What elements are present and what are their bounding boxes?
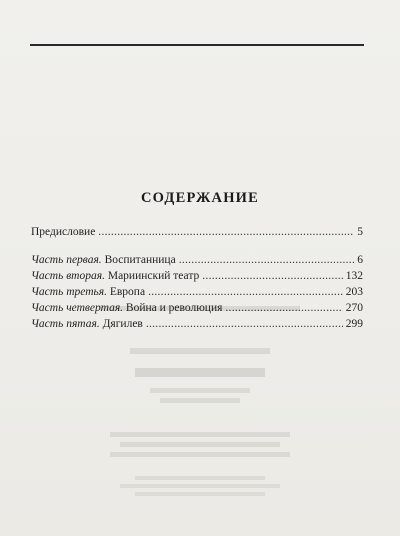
table-of-contents bbox=[31, 224, 363, 332]
toc-entry-title: Мариинский театр bbox=[107, 270, 200, 282]
top-rule bbox=[30, 44, 364, 46]
toc-entry-part-5[interactable] bbox=[31, 316, 363, 332]
leader-dots bbox=[98, 224, 354, 240]
leader-dots bbox=[146, 316, 343, 332]
toc-entry-title: Европа bbox=[109, 286, 146, 298]
toc-entry-part-2[interactable] bbox=[31, 268, 363, 284]
toc-page-number: 299 bbox=[345, 318, 363, 330]
toc-part-label: Часть пятая. bbox=[31, 318, 100, 330]
toc-part-label: Часть вторая. bbox=[31, 270, 105, 282]
leader-dots bbox=[202, 268, 342, 284]
toc-page-number: 6 bbox=[357, 254, 363, 266]
toc-entry-part-1[interactable] bbox=[31, 252, 363, 268]
leader-dots bbox=[225, 300, 342, 316]
toc-page-number: 270 bbox=[345, 302, 363, 314]
toc-entry-title: Воспитанница bbox=[104, 254, 176, 266]
toc-page-number: 132 bbox=[345, 270, 363, 282]
toc-entry-title: Война и революция bbox=[125, 302, 223, 314]
toc-page-number: 5 bbox=[357, 226, 363, 238]
toc-entry-title: Предисловие bbox=[31, 226, 96, 238]
toc-page-number: 203 bbox=[345, 286, 363, 298]
toc-entry-part-4[interactable] bbox=[31, 300, 363, 316]
toc-entry-preface[interactable] bbox=[31, 224, 363, 240]
toc-part-label: Часть первая. bbox=[31, 254, 102, 266]
leader-dots bbox=[179, 252, 355, 268]
toc-part-label: Часть третья. bbox=[31, 286, 107, 298]
toc-entry-title: Дягилев bbox=[102, 318, 143, 330]
toc-entry-part-3[interactable] bbox=[31, 284, 363, 300]
toc-part-label: Часть четвертая. bbox=[31, 302, 124, 314]
toc-heading: СОДЕРЖАНИЕ bbox=[140, 190, 260, 206]
leader-dots bbox=[148, 284, 343, 300]
